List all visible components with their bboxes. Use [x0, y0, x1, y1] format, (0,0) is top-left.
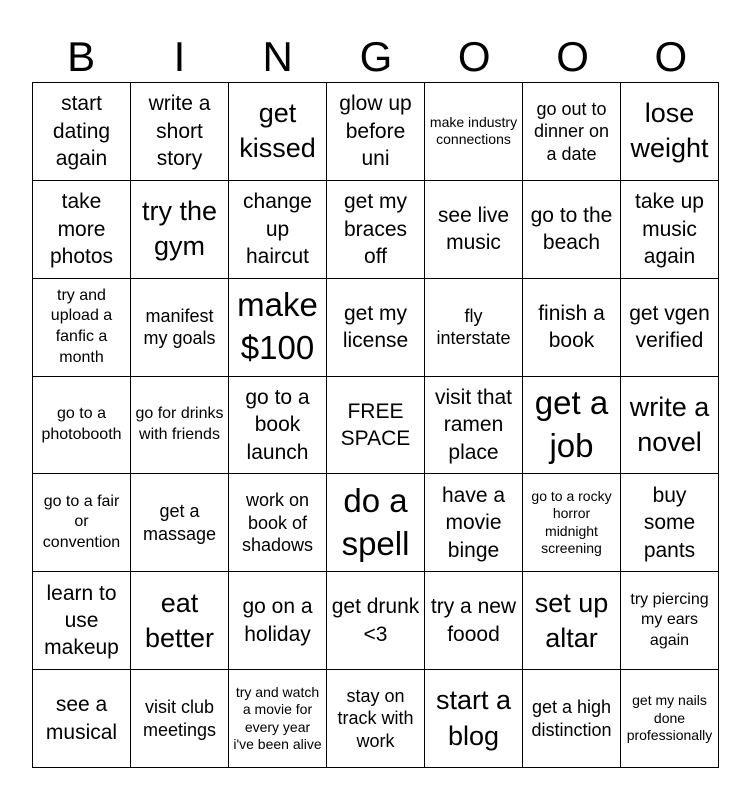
bingo-cell-text: go for drinks with friends	[135, 405, 224, 443]
bingo-cell-text: get my license	[342, 301, 409, 353]
bingo-cell-text: get kissed	[239, 98, 316, 164]
bingo-cell-text: get a massage	[142, 501, 217, 544]
bingo-cell-text: take more photos	[49, 190, 114, 268]
bingo-cell[interactable]	[327, 181, 425, 279]
bingo-cell-text: set up altar	[534, 587, 609, 653]
bingo-cell-text: go to the beach	[530, 203, 613, 255]
bingo-cell[interactable]	[131, 181, 229, 279]
header-letter: O	[556, 33, 589, 80]
bingo-cell-text: go to a book launch	[245, 386, 310, 464]
bingo-cell[interactable]	[131, 474, 229, 572]
bingo-cell[interactable]	[33, 572, 131, 670]
header-letter: O	[457, 33, 491, 80]
bingo-cell-text: glow up before uni	[339, 92, 412, 171]
bingo-cell[interactable]	[33, 279, 131, 377]
bingo-cell-text: get vgen verified	[629, 301, 710, 353]
bingo-cell[interactable]	[33, 377, 131, 475]
bingo-cell-text: buy some pants	[643, 483, 696, 562]
bingo-cell-text: see live music	[437, 203, 510, 255]
bingo-cell[interactable]	[327, 572, 425, 670]
bingo-cell-text: get a job	[534, 384, 609, 464]
bingo-cell-text: lose weight	[630, 98, 709, 164]
bingo-cell[interactable]	[229, 670, 327, 768]
bingo-cell-text: get drunk <3	[331, 595, 420, 646]
bingo-cell[interactable]	[621, 181, 719, 279]
bingo-cell[interactable]	[425, 572, 523, 670]
bingo-cell[interactable]	[425, 83, 523, 181]
bingo-cell[interactable]	[131, 670, 229, 768]
bingo-cell-text: try piercing my ears again	[630, 590, 709, 650]
bingo-cell[interactable]	[327, 377, 425, 475]
bingo-cell[interactable]	[425, 181, 523, 279]
bingo-cell-text: write a novel	[629, 391, 710, 457]
bingo-cell-text: make $100	[237, 286, 318, 367]
bingo-cell[interactable]	[621, 572, 719, 670]
bingo-cell-text: eat better	[144, 587, 215, 653]
bingo-cell-text: make industry connections	[429, 113, 518, 148]
bingo-cell-text: stay on track with work	[337, 685, 414, 751]
bingo-cell-text: have a movie binge	[441, 483, 506, 562]
bingo-cell[interactable]	[131, 279, 229, 377]
header-letter: O	[654, 33, 688, 80]
bingo-cell-text: change up haircut	[243, 190, 312, 268]
bingo-cell-text: visit club meetings	[142, 697, 217, 740]
bingo-cell-text: take up music again	[635, 190, 704, 268]
header-letter: I	[173, 33, 186, 80]
bingo-cell[interactable]	[523, 670, 621, 768]
bingo-cell[interactable]	[425, 279, 523, 377]
bingo-cell-text: start a blog	[435, 685, 512, 751]
bingo-cell-text: do a spell	[341, 481, 410, 562]
bingo-cell[interactable]	[33, 670, 131, 768]
bingo-cell[interactable]	[523, 279, 621, 377]
bingo-cell[interactable]	[229, 181, 327, 279]
header-letter: N	[262, 33, 293, 80]
bingo-cell[interactable]	[523, 83, 621, 181]
bingo-cell[interactable]	[131, 83, 229, 181]
bingo-cell-text: go out to dinner on a date	[533, 98, 610, 164]
bingo-cell[interactable]	[621, 377, 719, 475]
bingo-cell-text: try the gym	[141, 196, 218, 262]
bingo-cell[interactable]	[229, 377, 327, 475]
bingo-cell[interactable]	[621, 474, 719, 572]
bingo-cell-text: get my braces off	[343, 190, 408, 268]
bingo-cell[interactable]	[523, 181, 621, 279]
bingo-header	[32, 32, 720, 82]
header-letter: B	[67, 33, 96, 80]
bingo-cell[interactable]	[327, 83, 425, 181]
bingo-cell[interactable]	[229, 572, 327, 670]
bingo-cell[interactable]	[523, 572, 621, 670]
bingo-cell[interactable]	[523, 377, 621, 475]
bingo-cell-text: write a short story	[148, 92, 211, 171]
bingo-cell-text: finish a book	[538, 301, 605, 353]
bingo-cell[interactable]	[33, 181, 131, 279]
bingo-cell-text: get my nails done professionally	[626, 692, 713, 744]
bingo-cell-text: learn to use makeup	[44, 581, 119, 660]
bingo-cell[interactable]	[33, 83, 131, 181]
bingo-cell-text: start dating again	[52, 92, 111, 171]
bingo-cell-text: try a new foood	[430, 595, 517, 646]
bingo-cell[interactable]	[229, 83, 327, 181]
bingo-cell-text: go on a holiday	[242, 595, 313, 646]
bingo-cell-text: FREE SPACE	[340, 399, 411, 450]
bingo-cell[interactable]	[425, 377, 523, 475]
bingo-cell[interactable]	[621, 670, 719, 768]
bingo-cell[interactable]	[327, 670, 425, 768]
bingo-cell[interactable]	[523, 474, 621, 572]
bingo-cell-text: try and watch a movie for every year i've been alive	[233, 683, 322, 753]
bingo-cell[interactable]	[229, 474, 327, 572]
bingo-cell[interactable]	[327, 279, 425, 377]
bingo-grid	[32, 82, 719, 768]
bingo-cell-text: visit that ramen place	[434, 386, 513, 464]
bingo-cell-text: go to a rocky horror midnight screening	[531, 487, 612, 557]
bingo-cell[interactable]	[131, 572, 229, 670]
bingo-cell-text: see a musical	[45, 693, 118, 744]
bingo-cell-text: fly interstate	[436, 305, 511, 349]
bingo-cell-text: try and upload a fanfic a month	[50, 286, 113, 366]
bingo-cell-text: manifest my goals	[143, 305, 216, 349]
bingo-cell-text: get a high distinction	[531, 697, 612, 740]
bingo-cell-text: go to a fair or convention	[42, 492, 121, 552]
bingo-cell[interactable]	[621, 83, 719, 181]
bingo-cell[interactable]	[33, 474, 131, 572]
header-letter: G	[359, 33, 393, 80]
bingo-cell-text: go to a photobooth	[41, 405, 122, 443]
bingo-cell[interactable]	[425, 474, 523, 572]
bingo-cell[interactable]	[425, 670, 523, 768]
bingo-cell-text: work on book of shadows	[241, 490, 314, 556]
bingo-cell[interactable]	[327, 474, 425, 572]
bingo-cell[interactable]	[621, 279, 719, 377]
bingo-cell[interactable]	[229, 279, 327, 377]
bingo-cell[interactable]	[131, 377, 229, 475]
